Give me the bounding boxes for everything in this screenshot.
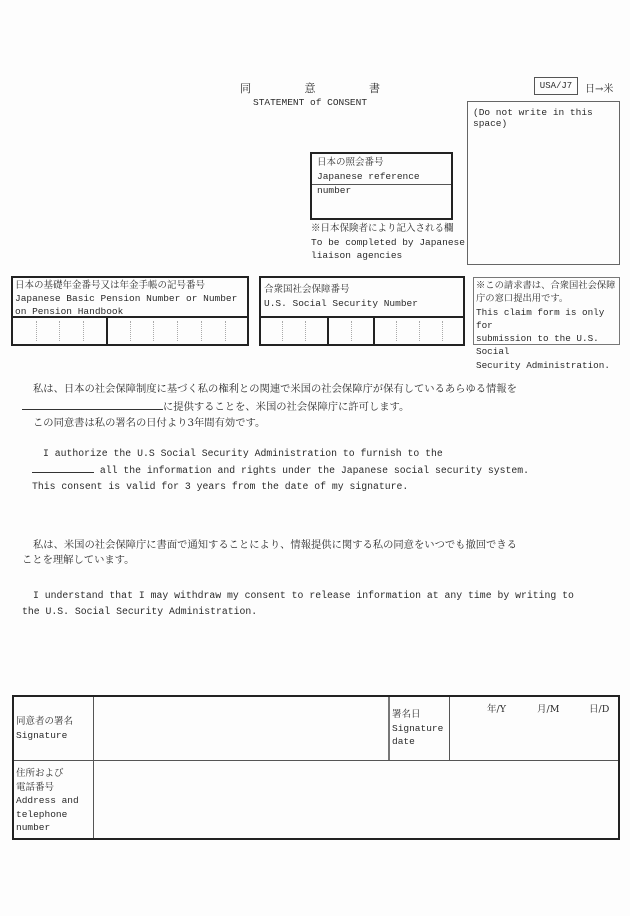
signature-label-jp: 同意者の署名 xyxy=(16,716,74,727)
digit-divider xyxy=(177,321,178,341)
consent-en-line-3: This consent is valid for 3 years from the date of my signature. xyxy=(32,481,409,492)
address-label-jp-2: 電話番号 xyxy=(16,781,55,793)
ssn-label-en: U.S. Social Security Number xyxy=(264,297,418,309)
us-ssn-box xyxy=(259,276,465,346)
consent-jp-line-2 xyxy=(22,398,409,416)
japanese-reference-note xyxy=(311,222,465,263)
claim-note-line: submission to the U.S. Social xyxy=(476,333,599,358)
signature-label-cell xyxy=(14,697,94,760)
year-label: 年/Y xyxy=(487,704,506,715)
consent-en-line-2-text: all the information and rights under the Japanese social security system. xyxy=(94,465,530,476)
office-use-box xyxy=(467,101,620,265)
date-label-en-1: Signature xyxy=(392,722,444,734)
address-label-jp-1: 住所および xyxy=(16,768,64,779)
signature-date-field[interactable] xyxy=(450,697,618,760)
consent-en-line-1: I authorize the U.S Social Security Administration to furnish to the xyxy=(43,448,443,459)
recipient-blank-jp[interactable] xyxy=(22,398,163,410)
office-use-label: (Do not write in this space) xyxy=(473,107,593,129)
ref-note-en-2: liaison agencies xyxy=(311,250,403,261)
title-char-1: 同 xyxy=(240,82,251,95)
digit-divider xyxy=(153,321,154,341)
consent-en-line-2 xyxy=(32,461,529,479)
signature-table xyxy=(12,695,620,840)
digit-divider xyxy=(130,321,131,341)
digit-divider xyxy=(442,321,443,341)
section-divider xyxy=(327,318,329,344)
digit-divider xyxy=(201,321,202,341)
withdraw-jp-line-2: ことを理解しています。 xyxy=(22,554,135,566)
address-label-cell xyxy=(14,761,94,838)
day-label: 日/D xyxy=(589,704,610,715)
address-label-en-2: telephone xyxy=(16,808,68,820)
address-row xyxy=(14,761,618,838)
pension-label-en-2: on Pension Handbook xyxy=(15,306,124,317)
digit-divider xyxy=(396,321,397,341)
digit-divider xyxy=(59,321,60,341)
withdraw-jp-line-1: 私は、米国の社会保障庁に書面で通知することにより、情報提供に関する私の同意をいつでも撤回できる xyxy=(33,539,517,551)
month-label: 月/M xyxy=(537,704,560,715)
pension-number-field[interactable] xyxy=(13,318,247,344)
ref-note-en-1: To be completed by Japanese xyxy=(311,236,465,248)
digit-divider xyxy=(282,321,283,341)
claim-note-line: This claim form is only for xyxy=(476,306,605,331)
japanese-reference-box xyxy=(310,152,453,220)
claim-note-box xyxy=(473,277,620,371)
pension-label-en-1: Japanese Basic Pension Number or Number xyxy=(15,293,238,304)
claim-note-line: ※この請求書は、合衆国社会保障 xyxy=(476,280,616,291)
digit-divider xyxy=(419,321,420,341)
digit-divider xyxy=(36,321,37,341)
digit-divider xyxy=(351,321,352,341)
address-label-en-1: Address and xyxy=(16,795,79,806)
direction-label: 日→米 xyxy=(585,84,614,95)
title-char-2: 意 xyxy=(304,82,316,95)
ssn-field[interactable] xyxy=(261,318,463,344)
digit-divider xyxy=(225,321,226,341)
withdraw-en-line-1: I understand that I may withdraw my consent to release information at any time by writing to xyxy=(33,590,574,601)
date-label-en-2: date xyxy=(392,736,415,747)
recipient-blank-en[interactable] xyxy=(32,461,94,473)
pension-label-jp: 日本の基礎年金番号又は年金手帳の記号番号 xyxy=(15,280,206,291)
ref-note-jp: ※日本保険者により記入される欄 xyxy=(311,223,454,234)
japanese-reference-label-jp: 日本の照会番号 xyxy=(317,157,384,168)
signature-row xyxy=(14,697,618,761)
claim-note-line: Security Administration. xyxy=(476,359,610,371)
consent-jp-line-2-text: に提供することを、米国の社会保障庁に許可します。 xyxy=(163,401,410,413)
signature-label-en: Signature xyxy=(16,729,68,741)
form-title-jp xyxy=(240,80,380,96)
signature-field[interactable] xyxy=(94,697,390,760)
title-char-3: 書 xyxy=(369,82,380,95)
consent-jp-line-3: この同意書は私の署名の日付より3年間有効です。 xyxy=(33,417,266,429)
date-label-jp: 署名日 xyxy=(392,709,421,720)
signature-date-label-cell xyxy=(390,697,450,760)
japanese-reference-label-en: Japanese reference number xyxy=(317,171,420,196)
consent-jp-line-1: 私は、日本の社会保障制度に基づく私の権利との関連で米国の社会保障庁が保有しているあらゆる情報を xyxy=(33,383,517,395)
address-field[interactable] xyxy=(94,761,618,838)
digit-divider xyxy=(83,321,84,341)
address-label-en-3: number xyxy=(16,822,51,833)
pension-number-box xyxy=(11,276,249,346)
ssn-label-jp: 合衆国社会保障番号 xyxy=(264,284,350,295)
form-code-badge: USA/J7 xyxy=(534,77,578,95)
withdraw-en-line-2: the U.S. Social Security Administration. xyxy=(22,606,258,617)
digit-divider xyxy=(305,321,306,341)
claim-note-line: 庁の窓口提出用です。 xyxy=(476,293,569,305)
section-divider xyxy=(106,318,108,344)
form-title-en: STATEMENT of CONSENT xyxy=(253,97,368,108)
section-divider xyxy=(373,318,375,344)
